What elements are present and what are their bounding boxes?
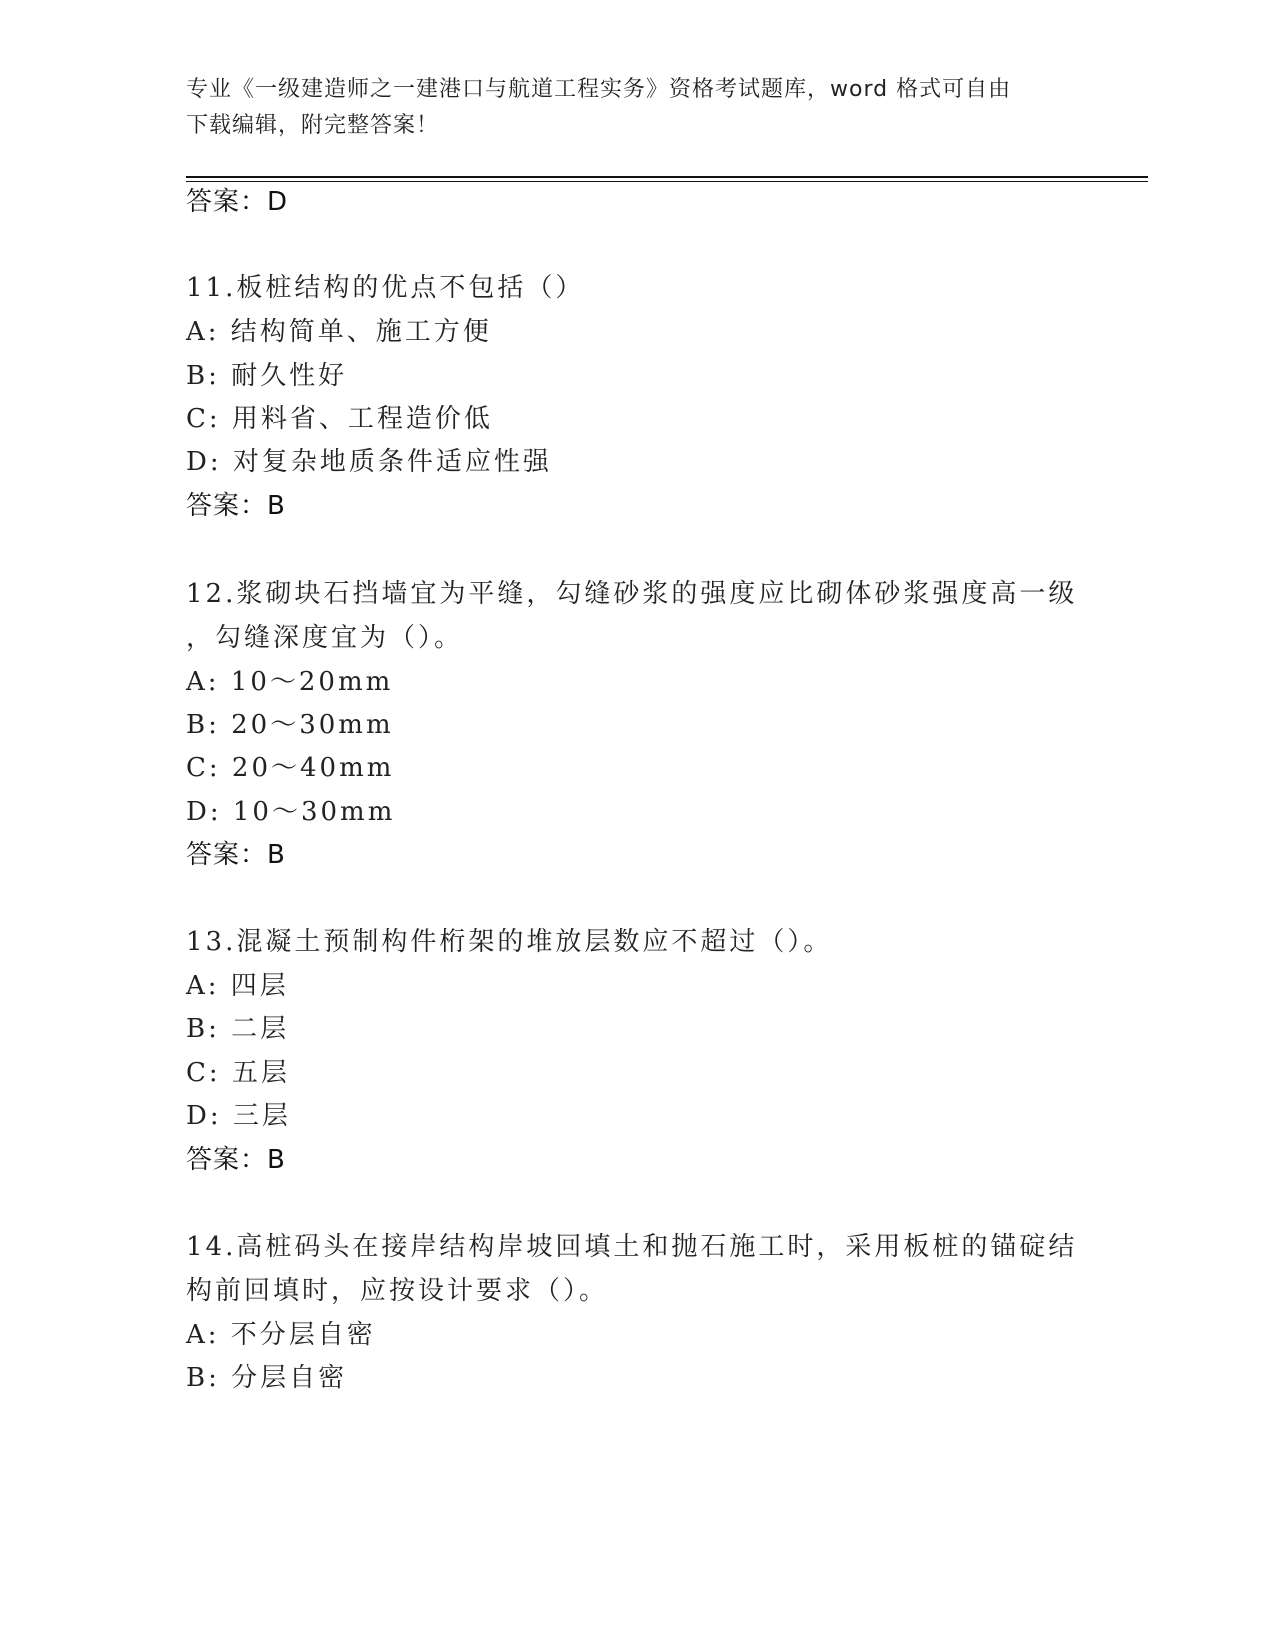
- question-14-stem-line-1: 14.高桩码头在接岸结构岸坡回填土和抛石施工时，采用板桩的锚碇结: [186, 1232, 1078, 1262]
- question-13-answer: 答案：B: [186, 1145, 286, 1175]
- previous-answer: 答案：D: [186, 187, 289, 217]
- header-rule-thick: [186, 176, 1148, 178]
- question-11-answer: 答案：B: [186, 491, 286, 521]
- question-13-option-c: C: 五层: [186, 1058, 290, 1088]
- question-14-option-b: B: 分层自密: [186, 1363, 348, 1393]
- question-13-option-a: A: 四层: [186, 971, 289, 1001]
- question-11-option-a: A: 结构简单、施工方便: [186, 317, 492, 347]
- question-13-option-d: D: 三层: [186, 1101, 291, 1131]
- question-12-option-c: C: 20～40mm: [186, 753, 395, 783]
- question-12-option-d: D: 10～30mm: [186, 797, 396, 827]
- question-12-stem-line-1: 12.浆砌块石挡墙宜为平缝，勾缝砂浆的强度应比砌体砂浆强度高一级: [186, 579, 1078, 609]
- question-14-option-a: A: 不分层自密: [186, 1320, 376, 1350]
- question-12-option-a: A: 10～20mm: [186, 667, 394, 697]
- question-13-option-b: B: 二层: [186, 1014, 290, 1044]
- header-note-line-1: 专业《一级建造师之一建港口与航道工程实务》资格考试题库，word 格式可自由: [186, 77, 1012, 102]
- question-12-option-b: B: 20～30mm: [186, 710, 394, 740]
- question-11-option-c: C: 用料省、工程造价低: [186, 404, 493, 434]
- question-11-stem: 11.板桩结构的优点不包括（）: [186, 273, 585, 303]
- question-12-stem-line-2: ，勾缝深度宜为（）。: [186, 623, 464, 653]
- header-note-line-2: 下载编辑，附完整答案！: [186, 113, 440, 138]
- question-14-stem-line-2: 构前回填时，应按设计要求（）。: [186, 1276, 609, 1306]
- question-12-answer: 答案：B: [186, 840, 286, 870]
- question-11-option-b: B: 耐久性好: [186, 361, 348, 391]
- header-rule-thin: [186, 181, 1148, 182]
- header-note: [186, 72, 1086, 144]
- question-11-option-d: D: 对复杂地质条件适应性强: [186, 447, 552, 477]
- question-13-stem: 13.混凝土预制构件桁架的堆放层数应不超过（）。: [186, 927, 833, 957]
